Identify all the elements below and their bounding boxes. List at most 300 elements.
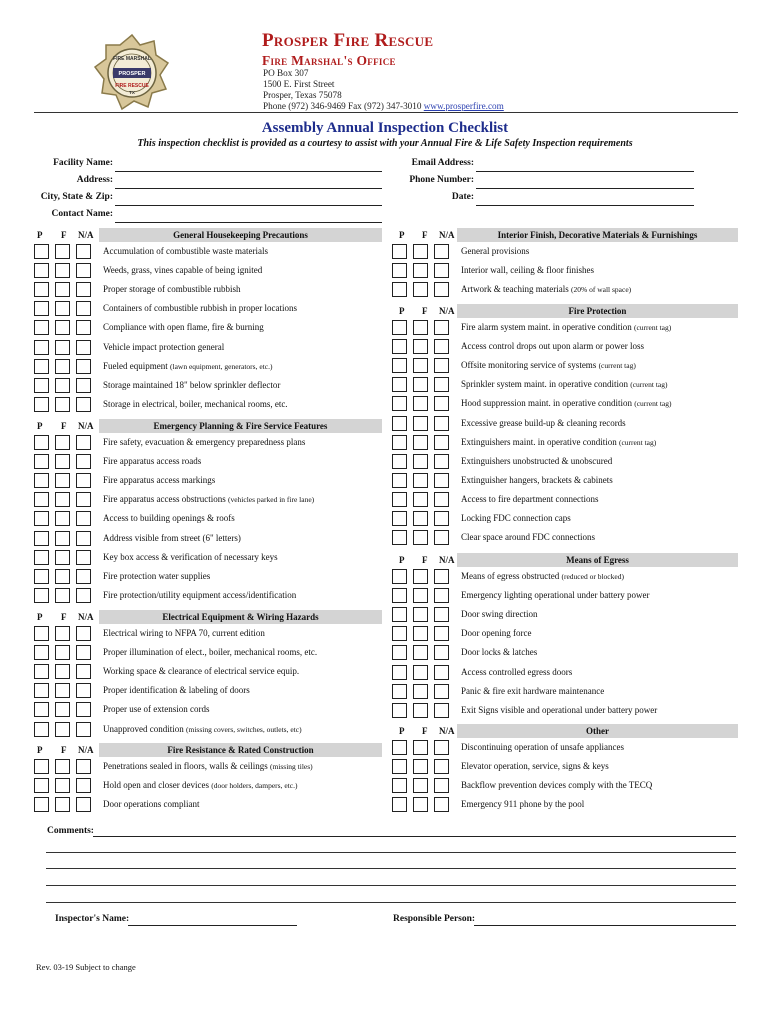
item-text: General provisions [461, 246, 530, 256]
na-checkbox[interactable] [434, 339, 449, 354]
na-checkbox[interactable] [76, 301, 91, 316]
na-checkbox[interactable] [434, 454, 449, 469]
na-checkbox[interactable] [434, 358, 449, 373]
pass-checkbox[interactable] [34, 378, 49, 393]
pass-checkbox[interactable] [34, 301, 49, 316]
item-text: Unapproved condition [103, 724, 184, 734]
fail-checkbox[interactable] [55, 550, 70, 565]
fail-checkbox[interactable] [55, 320, 70, 335]
fail-checkbox[interactable] [413, 454, 428, 469]
pass-checkbox[interactable] [392, 244, 407, 259]
item-note: (missing tiles) [269, 762, 313, 771]
na-checkbox[interactable] [76, 359, 91, 374]
checklist-item-label [103, 246, 268, 256]
column-header-p: P [399, 306, 405, 316]
page-title: Assembly Annual Inspection Checklist [261, 120, 509, 136]
fail-checkbox[interactable] [55, 722, 70, 737]
column-header-f: F [61, 612, 67, 622]
na-checkbox[interactable] [76, 378, 91, 393]
na-checkbox[interactable] [434, 740, 449, 755]
checklist-item-label [461, 322, 671, 332]
checklist-row [392, 778, 742, 795]
email-field[interactable] [476, 171, 694, 172]
address-label: Address: [76, 175, 113, 185]
checklist-row [392, 607, 742, 624]
pass-checkbox[interactable] [392, 665, 407, 680]
checklist-row [34, 263, 386, 280]
fail-checkbox[interactable] [55, 569, 70, 584]
pass-checkbox[interactable] [34, 473, 49, 488]
checklist-row [392, 396, 742, 413]
item-text: Proper use of extension cords [103, 704, 210, 714]
item-text: Backflow prevention devices comply with the TECQ [461, 780, 653, 790]
comments-line[interactable] [46, 868, 736, 869]
phone-field[interactable] [476, 188, 694, 189]
na-checkbox[interactable] [76, 454, 91, 469]
na-checkbox[interactable] [76, 722, 91, 737]
item-text: Extinguisher hangers, brackets & cabinets [461, 475, 613, 485]
fail-checkbox[interactable] [55, 645, 70, 660]
pass-checkbox[interactable] [34, 550, 49, 565]
pass-checkbox[interactable] [34, 397, 49, 412]
fail-checkbox[interactable] [55, 492, 70, 507]
pass-checkbox[interactable] [34, 492, 49, 507]
item-text: Storage in electrical, boiler, mechanical rooms, etc. [103, 399, 288, 409]
na-checkbox[interactable] [434, 626, 449, 641]
na-checkbox[interactable] [76, 320, 91, 335]
item-text: Storage maintained 18" below sprinkler deflector [103, 380, 281, 390]
fail-checkbox[interactable] [413, 492, 428, 507]
item-text: Fire apparatus access roads [103, 456, 202, 466]
item-text: Fueled equipment [103, 361, 168, 371]
item-text: Containers of combustible rubbish in proper locations [103, 303, 297, 313]
item-text: Vehicle impact protection general [103, 342, 225, 352]
na-checkbox[interactable] [76, 702, 91, 717]
fail-checkbox[interactable] [413, 569, 428, 584]
fail-checkbox[interactable] [55, 301, 70, 316]
na-checkbox[interactable] [434, 320, 449, 335]
fail-checkbox[interactable] [55, 778, 70, 793]
fail-checkbox[interactable] [55, 511, 70, 526]
checklist-item-label [461, 494, 598, 504]
pass-checkbox[interactable] [392, 530, 407, 545]
pass-checkbox[interactable] [392, 454, 407, 469]
pass-checkbox[interactable] [34, 320, 49, 335]
na-checkbox[interactable] [434, 645, 449, 660]
pass-checkbox[interactable] [392, 282, 407, 297]
fail-checkbox[interactable] [413, 626, 428, 641]
fail-checkbox[interactable] [413, 282, 428, 297]
pass-checkbox[interactable] [34, 759, 49, 774]
fail-checkbox[interactable] [55, 588, 70, 603]
item-text: Working space & clearance of electrical service equip. [103, 666, 300, 676]
facility-name-label: Facility Name: [53, 158, 113, 168]
pass-checkbox[interactable] [392, 645, 407, 660]
fail-checkbox[interactable] [413, 339, 428, 354]
na-checkbox[interactable] [76, 435, 91, 450]
badge-state-text: TX [129, 90, 135, 95]
na-checkbox[interactable] [76, 588, 91, 603]
website-link[interactable]: www.prosperfire.com [423, 101, 504, 111]
checklist-row [392, 416, 742, 433]
na-checkbox[interactable] [434, 665, 449, 680]
na-checkbox[interactable] [76, 569, 91, 584]
item-text: Proper illumination of elect., boiler, mechanical rooms, etc. [103, 647, 318, 657]
contact-name-field[interactable] [115, 222, 382, 223]
pass-checkbox[interactable] [34, 359, 49, 374]
pass-checkbox[interactable] [392, 588, 407, 603]
contact-name-label: Contact Name: [51, 209, 113, 219]
na-checkbox[interactable] [76, 340, 91, 355]
checklist-item-label [461, 628, 531, 638]
column-header-na: N/A [439, 230, 455, 240]
fail-checkbox[interactable] [55, 759, 70, 774]
fail-checkbox[interactable] [413, 396, 428, 411]
na-checkbox[interactable] [76, 473, 91, 488]
fail-checkbox[interactable] [413, 263, 428, 278]
fail-checkbox[interactable] [55, 626, 70, 641]
pass-checkbox[interactable] [392, 626, 407, 641]
column-header-f: F [422, 555, 428, 565]
pass-checkbox[interactable] [34, 511, 49, 526]
na-checkbox[interactable] [434, 396, 449, 411]
fire-marshal-badge-logo [93, 33, 171, 111]
checklist-item-label [461, 590, 650, 600]
na-checkbox[interactable] [76, 492, 91, 507]
address-field[interactable] [115, 188, 382, 189]
fail-checkbox[interactable] [413, 759, 428, 774]
na-checkbox[interactable] [434, 492, 449, 507]
na-checkbox[interactable] [76, 797, 91, 812]
fail-checkbox[interactable] [413, 740, 428, 755]
fail-checkbox[interactable] [55, 702, 70, 717]
pass-checkbox[interactable] [34, 569, 49, 584]
contact-line [263, 101, 504, 112]
pass-checkbox[interactable] [392, 473, 407, 488]
pass-checkbox[interactable] [34, 588, 49, 603]
pass-checkbox[interactable] [34, 531, 49, 546]
pass-checkbox[interactable] [392, 492, 407, 507]
fail-checkbox[interactable] [413, 645, 428, 660]
badge-middle-text: PROSPER [118, 71, 146, 77]
item-text: Fire apparatus access markings [103, 475, 216, 485]
checklist-row [392, 511, 742, 528]
item-text: Sprinkler system maint. in operative condition [461, 379, 628, 389]
na-checkbox[interactable] [434, 684, 449, 699]
checklist-row [34, 282, 386, 299]
checklist-item-label [103, 322, 264, 332]
checklist-item-label [461, 475, 613, 485]
pass-checkbox[interactable] [392, 339, 407, 354]
item-text: Emergency lighting operational under battery power [461, 590, 650, 600]
pass-checkbox[interactable] [392, 358, 407, 373]
pass-checkbox[interactable] [34, 454, 49, 469]
pass-checkbox[interactable] [392, 263, 407, 278]
na-checkbox[interactable] [434, 569, 449, 584]
column-header-na: N/A [439, 306, 455, 316]
column-header-na: N/A [78, 612, 94, 622]
checklist-row [34, 759, 386, 776]
pass-checkbox[interactable] [392, 607, 407, 622]
item-text: Address visible from street (6" letters) [103, 533, 241, 543]
checklist-item-label [461, 571, 624, 581]
comments-line[interactable] [46, 885, 736, 886]
fail-checkbox[interactable] [413, 530, 428, 545]
checklist-item-label [103, 704, 209, 714]
checklist-row [392, 263, 742, 280]
column-header-na: N/A [439, 555, 455, 565]
na-checkbox[interactable] [76, 531, 91, 546]
pass-checkbox[interactable] [392, 511, 407, 526]
pass-checkbox[interactable] [392, 778, 407, 793]
pass-checkbox[interactable] [392, 740, 407, 755]
fail-checkbox[interactable] [55, 378, 70, 393]
checklist-item-label [103, 590, 296, 600]
pass-checkbox[interactable] [34, 722, 49, 737]
item-text: Access controlled egress doors [461, 667, 573, 677]
fail-checkbox[interactable] [55, 683, 70, 698]
date-field[interactable] [476, 205, 694, 206]
item-text: Access control drops out upon alarm or power loss [461, 341, 644, 351]
checklist-item-label [461, 398, 672, 408]
pass-checkbox[interactable] [392, 703, 407, 718]
na-checkbox[interactable] [76, 626, 91, 641]
item-text: Door opening force [461, 628, 532, 638]
facility-name-field[interactable] [115, 171, 382, 172]
item-text: Fire safety, evacuation & emergency preparedness plans [103, 437, 306, 447]
na-checkbox[interactable] [76, 778, 91, 793]
pass-checkbox[interactable] [392, 320, 407, 335]
item-text: Fire protection water supplies [103, 571, 211, 581]
item-text: Extinguishers maint. in operative condition [461, 437, 617, 447]
na-checkbox[interactable] [434, 282, 449, 297]
pass-checkbox[interactable] [392, 377, 407, 392]
pass-checkbox[interactable] [392, 759, 407, 774]
phone-fax: Phone (972) 346-9469 Fax (972) 347-3010 [263, 101, 422, 111]
fail-checkbox[interactable] [55, 454, 70, 469]
na-checkbox[interactable] [76, 282, 91, 297]
na-checkbox[interactable] [76, 645, 91, 660]
na-checkbox[interactable] [76, 244, 91, 259]
pass-checkbox[interactable] [34, 244, 49, 259]
checklist-item-label [461, 265, 594, 275]
fail-checkbox[interactable] [413, 473, 428, 488]
column-header-na: N/A [439, 726, 455, 736]
na-checkbox[interactable] [76, 759, 91, 774]
checklist-row [34, 492, 386, 509]
item-note: (current tag) [618, 438, 657, 447]
item-note: (lawn equipment, generators, etc.) [170, 362, 273, 371]
column-header-p: P [37, 421, 43, 431]
fail-checkbox[interactable] [55, 473, 70, 488]
column-header-p: P [399, 555, 405, 565]
na-checkbox[interactable] [434, 778, 449, 793]
na-checkbox[interactable] [434, 244, 449, 259]
column-header-f: F [61, 421, 67, 431]
fail-checkbox[interactable] [55, 263, 70, 278]
pass-checkbox[interactable] [392, 435, 407, 450]
comments-line[interactable] [46, 852, 736, 853]
checklist-row [34, 778, 386, 795]
item-text: Excessive grease build-up & cleaning records [461, 418, 626, 428]
checklist-item-label [103, 780, 297, 790]
checklist-item-label [461, 686, 604, 696]
checklist-row [34, 797, 386, 814]
fail-checkbox[interactable] [413, 797, 428, 812]
checklist-row [392, 473, 742, 490]
checklist-row [34, 702, 386, 719]
na-checkbox[interactable] [434, 703, 449, 718]
pass-checkbox[interactable] [34, 626, 49, 641]
fail-checkbox[interactable] [55, 359, 70, 374]
checklist-row [392, 244, 742, 261]
item-note: (current tag) [633, 323, 672, 332]
na-checkbox[interactable] [76, 511, 91, 526]
pass-checkbox[interactable] [34, 797, 49, 812]
item-text: Door operations compliant [103, 799, 200, 809]
na-checkbox[interactable] [76, 263, 91, 278]
pass-checkbox[interactable] [34, 664, 49, 679]
pass-checkbox[interactable] [34, 702, 49, 717]
column-header-na: N/A [78, 421, 94, 431]
item-text: Fire alarm system maint. in operative condition [461, 322, 632, 332]
checklist-row [392, 703, 742, 720]
na-checkbox[interactable] [434, 511, 449, 526]
fail-checkbox[interactable] [413, 416, 428, 431]
pass-checkbox[interactable] [392, 797, 407, 812]
checklist-row [34, 683, 386, 700]
na-checkbox[interactable] [76, 664, 91, 679]
checklist-row [34, 397, 386, 414]
fail-checkbox[interactable] [55, 435, 70, 450]
item-text: Access to fire department connections [461, 494, 599, 504]
checklist-item-label [103, 552, 278, 562]
pass-checkbox[interactable] [34, 683, 49, 698]
na-checkbox[interactable] [434, 435, 449, 450]
checklist-row [34, 435, 386, 452]
na-checkbox[interactable] [434, 416, 449, 431]
comments-line[interactable] [93, 836, 736, 837]
pass-checkbox[interactable] [392, 569, 407, 584]
pass-checkbox[interactable] [34, 435, 49, 450]
pass-checkbox[interactable] [34, 778, 49, 793]
badge-bottom-text: FIRE RESCUE [115, 83, 149, 89]
checklist-item-label [103, 761, 313, 771]
na-checkbox[interactable] [434, 759, 449, 774]
section-title-interior-finish-decorative-materials-and-furnishings: Interior Finish, Decorative Materials & Furnishings [457, 228, 738, 242]
na-checkbox[interactable] [434, 607, 449, 622]
na-checkbox[interactable] [434, 377, 449, 392]
section-title-electrical-equipment-and-wiring-hazards: Electrical Equipment & Wiring Hazards [99, 610, 382, 624]
pass-checkbox[interactable] [34, 645, 49, 660]
checklist-item-label [103, 799, 199, 809]
fail-checkbox[interactable] [55, 340, 70, 355]
fail-checkbox[interactable] [413, 377, 428, 392]
na-checkbox[interactable] [434, 473, 449, 488]
checklist-item-label [103, 571, 210, 581]
checklist-item-label [103, 342, 224, 352]
fail-checkbox[interactable] [413, 358, 428, 373]
responsible-person-field[interactable] [474, 925, 736, 926]
item-text: Elevator operation, service, signs & keys [461, 761, 609, 771]
pass-checkbox[interactable] [392, 416, 407, 431]
checklist-item-label [461, 341, 644, 351]
fail-checkbox[interactable] [413, 778, 428, 793]
na-checkbox[interactable] [434, 797, 449, 812]
fail-checkbox[interactable] [55, 397, 70, 412]
fail-checkbox[interactable] [55, 797, 70, 812]
checklist-item-label [103, 666, 299, 676]
checklist-item-label [461, 780, 652, 790]
fail-checkbox[interactable] [413, 684, 428, 699]
checklist-item-label [103, 628, 265, 638]
section-title-emergency-planning-and-fire-service-features: Emergency Planning & Fire Service Features [99, 419, 382, 433]
na-checkbox[interactable] [434, 263, 449, 278]
checklist-row [392, 626, 742, 643]
checklist-row [392, 797, 742, 814]
na-checkbox[interactable] [76, 397, 91, 412]
inspector-name-field[interactable] [128, 925, 297, 926]
fail-checkbox[interactable] [55, 531, 70, 546]
checklist-item-label [103, 399, 288, 409]
na-checkbox[interactable] [434, 588, 449, 603]
pass-checkbox[interactable] [392, 684, 407, 699]
checklist-row [392, 358, 742, 375]
na-checkbox[interactable] [434, 530, 449, 545]
fail-checkbox[interactable] [55, 282, 70, 297]
pass-checkbox[interactable] [34, 340, 49, 355]
fail-checkbox[interactable] [413, 665, 428, 680]
fail-checkbox[interactable] [413, 320, 428, 335]
responsible-person-label: Responsible Person: [393, 914, 476, 924]
column-header-na: N/A [78, 745, 94, 755]
pass-checkbox[interactable] [392, 396, 407, 411]
item-text: Discontinuing operation of unsafe appliances [461, 742, 624, 752]
item-note: (current tag) [630, 380, 668, 389]
city-state-zip-field[interactable] [115, 205, 382, 206]
fail-checkbox[interactable] [55, 244, 70, 259]
fail-checkbox[interactable] [413, 435, 428, 450]
column-header-p: P [37, 745, 43, 755]
checklist-item-label [103, 724, 302, 734]
item-note: (20% of wall space) [570, 285, 632, 294]
fail-checkbox[interactable] [413, 703, 428, 718]
checklist-item-label [461, 418, 626, 428]
checklist-row [392, 530, 742, 547]
na-checkbox[interactable] [76, 550, 91, 565]
pass-checkbox[interactable] [34, 282, 49, 297]
item-text: Fire protection/utility equipment access/identification [103, 590, 297, 600]
inspector-name-label: Inspector's Name: [55, 914, 130, 924]
comments-line[interactable] [46, 902, 736, 903]
fail-checkbox[interactable] [413, 588, 428, 603]
checklist-row [392, 684, 742, 701]
item-text: Access to building openings & roofs [103, 513, 235, 523]
city-address: Prosper, Texas 75078 [263, 90, 342, 100]
po-box: PO Box 307 [263, 68, 309, 78]
checklist-row [34, 588, 386, 605]
fail-checkbox[interactable] [413, 607, 428, 622]
fail-checkbox[interactable] [55, 664, 70, 679]
pass-checkbox[interactable] [34, 263, 49, 278]
fail-checkbox[interactable] [413, 244, 428, 259]
item-text: Extinguishers unobstructed & unobscured [461, 456, 613, 466]
na-checkbox[interactable] [76, 683, 91, 698]
checklist-item-label [461, 667, 572, 677]
item-text: Hold open and closer devices [103, 780, 209, 790]
checklist-item-label [461, 456, 612, 466]
fail-checkbox[interactable] [413, 511, 428, 526]
